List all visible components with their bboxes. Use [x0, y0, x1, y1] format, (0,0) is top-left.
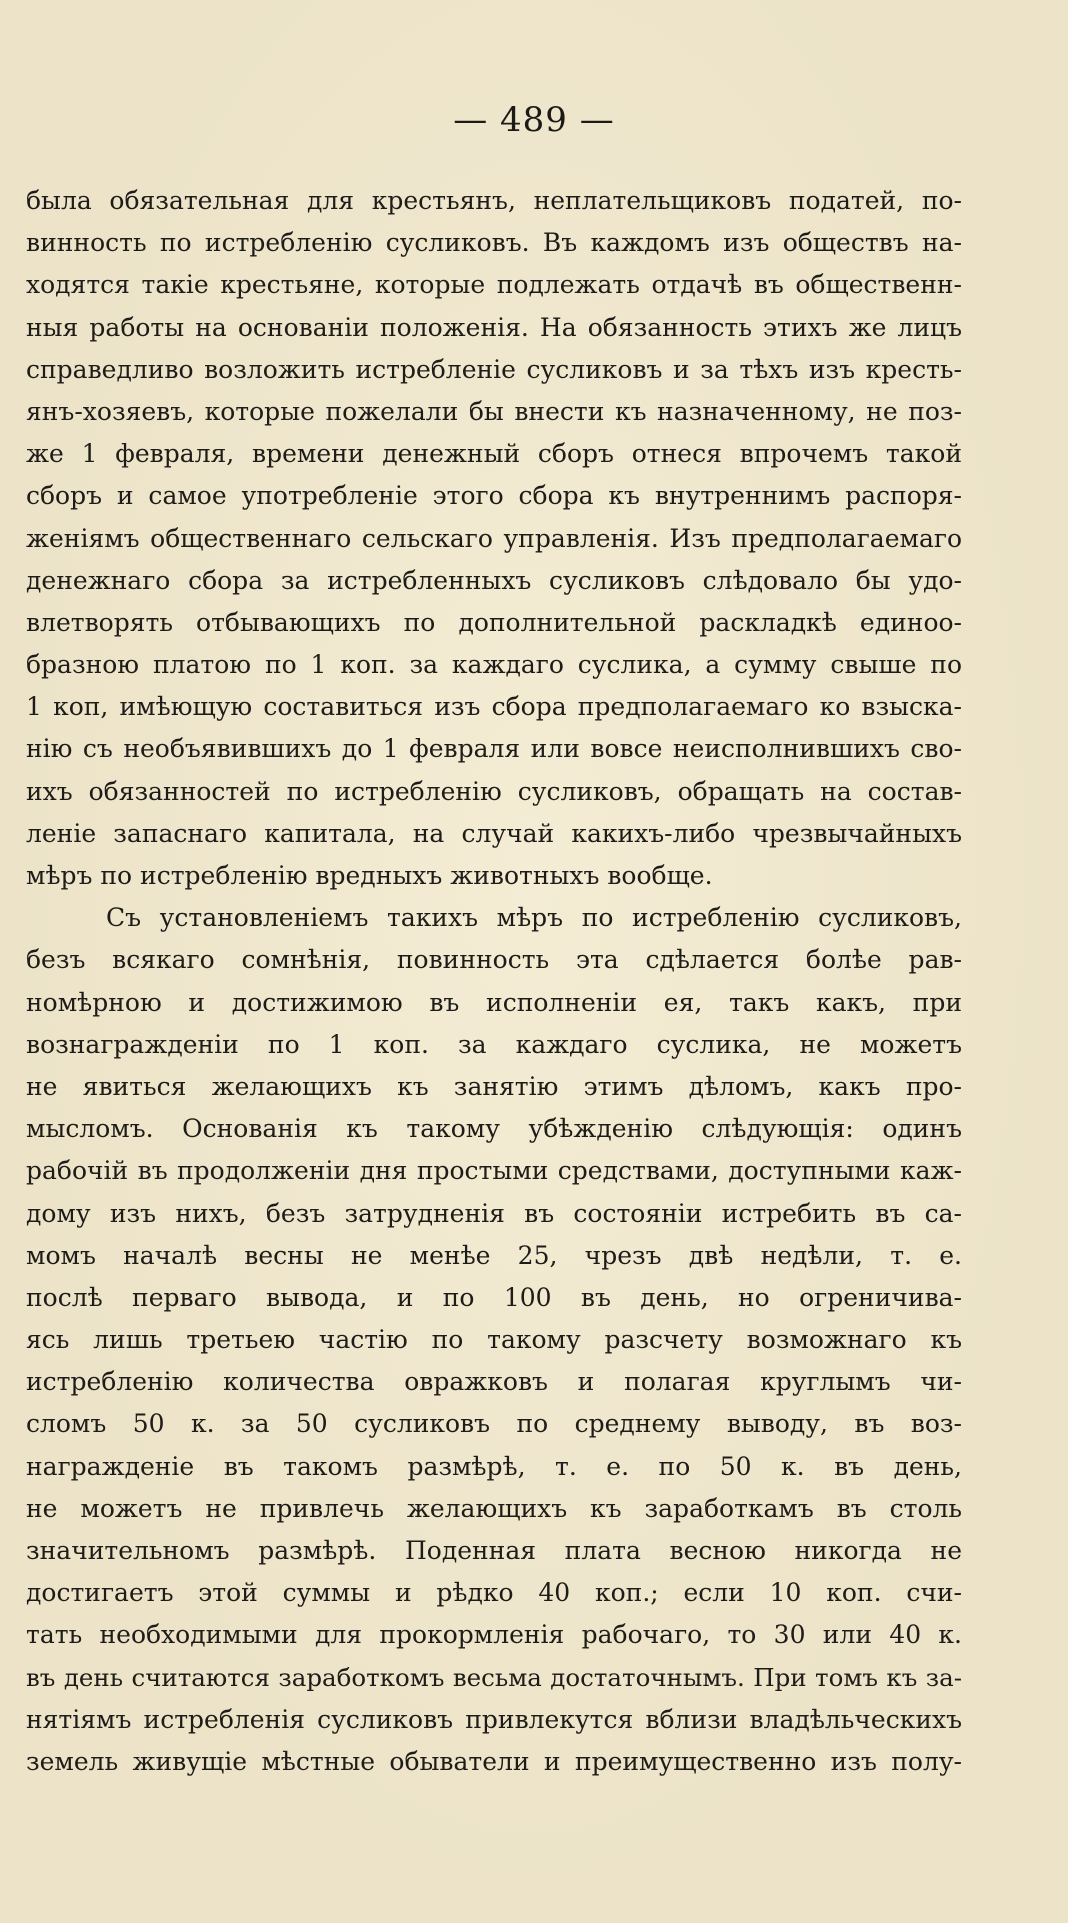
text-line: ныя работы на основаніи положенія. На обязанность этихъ же лицъ: [26, 312, 962, 342]
text-line: влетворять отбывающихъ по дополнительной раскладкѣ единоо-: [26, 607, 962, 637]
text-line: истребленію количества овражковъ и полагая круглымъ чи-: [26, 1367, 962, 1397]
text-line: не явиться желающихъ къ занятію этимъ дѣломъ, какъ про-: [26, 1071, 962, 1101]
text-line: не можетъ не привлечь желающихъ къ заработкамъ въ столь: [26, 1493, 962, 1523]
text-line: леніе запаснаго капитала, на случай какихъ-либо чрезвычайныхъ: [26, 818, 962, 848]
text-line: винность по истребленію сусликовъ. Въ каждомъ изъ обществъ на-: [26, 228, 962, 258]
text-line: вознагражденіи по 1 коп. за каждаго суслика, не можетъ: [26, 1029, 962, 1059]
text-line: момъ началѣ весны не менѣе 25, чрезъ двѣ недѣли, т. е.: [26, 1240, 962, 1270]
page-number: — 489 —: [453, 100, 615, 140]
text-line: ихъ обязанностей по истребленію сусликовъ, обращать на состав-: [26, 776, 962, 806]
text-line: значительномъ размѣрѣ. Поденная плата весною никогда не: [26, 1536, 962, 1565]
text-line: тать необходимыми для прокормленія рабочаго, то 30 или 40 к.: [26, 1620, 962, 1650]
text-line: нію съ необъявившихъ до 1 февраля или вовсе неисполнившихъ сво-: [26, 734, 962, 764]
body-text: [26, 180, 962, 1783]
text-line: рабочій въ продолженіи дня простыми средствами, доступными каж-: [26, 1156, 962, 1186]
text-line: ясь лишь третьею частію по такому разсчету возможнаго къ: [26, 1325, 962, 1355]
text-line: награжденіе въ такомъ размѣрѣ, т. е. по 50 к. въ день,: [26, 1451, 962, 1481]
text-line: денежнаго сбора за истребленныхъ сусликовъ слѣдовало бы удо-: [26, 565, 962, 595]
text-line: же 1 февраля, времени денежный сборъ отнеся впрочемъ такой: [26, 439, 962, 469]
text-line: мысломъ. Основанія къ такому убѣжденію слѣдующія: одинъ: [26, 1114, 962, 1144]
text-line: въ день считаются заработкомъ весьма достаточнымъ. При томъ къ за-: [26, 1662, 962, 1692]
text-line: сборъ и самое употребленіе этого сбора къ внутреннимъ распоря-: [26, 481, 962, 511]
paragraph-start-line: Съ установленіемъ такихъ мѣръ по истребленію сусликовъ,: [106, 903, 962, 933]
text-line: безъ всякаго сомнѣнія, повинность эта сдѣлается болѣе рав-: [26, 945, 962, 975]
text-line: 1 коп, имѣющую составиться изъ сбора предполагаемаго ко взыска-: [26, 692, 962, 722]
text-line: земель живущіе мѣстные обыватели и преимущественно изъ полу-: [26, 1746, 962, 1776]
text-line: янъ-хозяевъ, которые пожелали бы внести къ назначенному, не поз-: [26, 396, 962, 426]
text-line: номѣрною и достижимою въ исполненіи ея, такъ какъ, при: [26, 987, 962, 1017]
text-line: справедливо возложить истребленіе сусликовъ и за тѣхъ изъ кресть-: [26, 354, 962, 384]
text-line: бразною платою по 1 коп. за каждаго суслика, а сумму свыше по: [26, 650, 962, 680]
text-line: нятіямъ истребленія сусликовъ привлекутся вблизи владѣльческихъ: [26, 1704, 962, 1734]
text-line: женіямъ общественнаго сельскаго управленія. Изъ предполагаемаго: [26, 523, 962, 553]
paragraph-end-line: мѣръ по истребленію вредныхъ животныхъ вообще.: [26, 861, 713, 890]
text-line: ходятся такіе крестьяне, которые подлежать отдачѣ въ общественн-: [26, 270, 962, 300]
text-line: дому изъ нихъ, безъ затрудненія въ состояніи истребить въ са-: [26, 1198, 962, 1228]
text-line: была обязательная для крестьянъ, неплательщиковъ податей, по-: [26, 186, 962, 215]
text-line: достигаетъ этой суммы и рѣдко 40 коп.; если 10 коп. счи-: [26, 1578, 962, 1608]
text-line: сломъ 50 к. за 50 сусликовъ по среднему выводу, въ воз-: [26, 1409, 962, 1439]
text-line: послѣ перваго вывода, и по 100 въ день, но огреничива-: [26, 1282, 962, 1312]
